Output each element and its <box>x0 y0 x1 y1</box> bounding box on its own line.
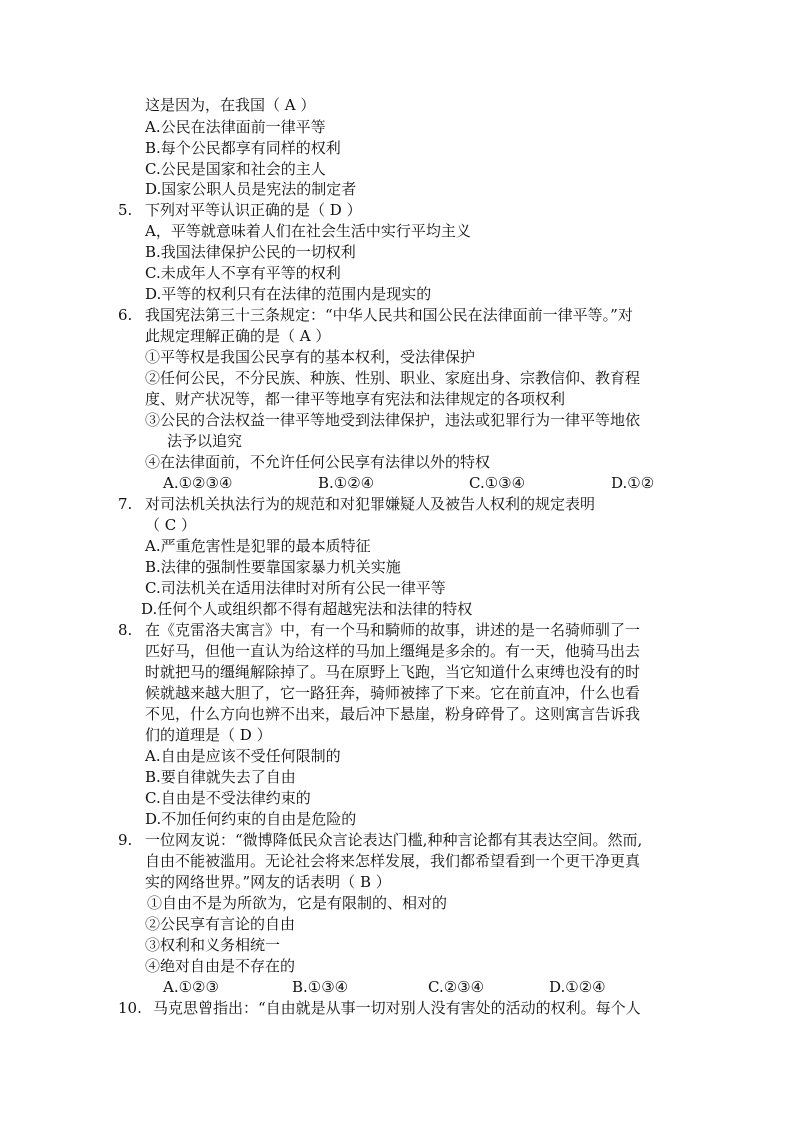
q6-statement-4: ④在法律面前，不允许任何公民享有法律以外的特权 <box>145 453 491 471</box>
q8-number: 8. <box>118 621 133 639</box>
q8-stem-line-2: 匹好马，但他一直认为给这样的马加上缰绳是多余的。有一天，他骑马出去 <box>145 642 641 660</box>
q7-number: 7. <box>118 495 133 513</box>
q4-option-d: D.国家公职人员是宪法的制定者 <box>145 180 357 198</box>
q9-choice-c: C.②③④ <box>428 978 485 996</box>
q9-statement-2: ②公民享有言论的自由 <box>145 915 296 933</box>
q5-option-c: C.未成年人不享有平等的权利 <box>145 264 341 282</box>
q5-stem: 下列对平等认识正确的是（ D ） <box>145 201 362 219</box>
q9-choice-a: A.①②③ <box>163 978 219 996</box>
q6-choice-a: A.①②③④ <box>163 474 233 492</box>
q5-option-d: D.平等的权利只有在法律的范围内是现实的 <box>145 285 432 303</box>
q9-number: 9. <box>118 831 133 849</box>
q4-option-a: A.公民在法律面前一律平等 <box>145 118 326 136</box>
q8-option-c: C.自由是不受法律约束的 <box>145 789 311 807</box>
q6-stem-line-2: 此规定理解正确的是（ A ） <box>145 327 331 345</box>
q7-option-a: A.严重危害性是犯罪的最本质特征 <box>145 537 371 555</box>
q8-stem-line-4: 候就越来越大胆了，它一路狂奔，骑师被摔了下来。它在前直冲，什么也看 <box>145 684 641 702</box>
q4-option-c: C.公民是国家和社会的主人 <box>145 160 326 178</box>
q7-stem-line-1: 对司法机关执法行为的规范和对犯罪嫌疑人及被告人权利的规定表明 <box>145 495 596 513</box>
q6-statement-2: ②任何公民，不分民族、种族、性别、职业、家庭出身、宗教信仰、教育程 <box>145 369 641 387</box>
q4-stem: 这是因为，在我国（ A ） <box>145 96 316 114</box>
q8-stem-line-5: 不见，什么方向也辨不出来，最后冲下悬崖，粉身碎骨了。这则寓言告诉我 <box>145 705 641 723</box>
q9-statement-3: ③权利和义务相统一 <box>145 936 281 954</box>
q8-option-a: A.自由是应该不受任何限制的 <box>145 747 341 765</box>
q4-option-b: B.每个公民都享有同样的权利 <box>145 139 341 157</box>
q7-option-c: C.司法机关在适用法律时对所有公民一律平等 <box>145 579 446 597</box>
q6-stem-line-1: 我国宪法第三十三条规定：“中华人民共和国公民在法律面前一律平等。”对 <box>145 306 633 324</box>
q6-statement-3: ③公民的合法权益一律平等地受到法律保护，违法或犯罪行为一律平等地依 <box>145 411 641 429</box>
q9-stem-line-1: 一位网友说：“微博降低民众言论表达门槛,种种言论都有其表达空间。然而, <box>145 831 643 849</box>
q5-option-a: A，平等就意味着人们在社会生活中实行平均主义 <box>145 222 471 240</box>
q8-stem-line-6: 们的道理是（ D ） <box>145 726 272 744</box>
q6-statement-3-cont: 法予以追究 <box>167 432 243 450</box>
q5-option-b: B.我国法律保护公民的一切权利 <box>145 243 356 261</box>
q9-stem-line-3: 实的网络世界。”网友的话表明（ B ） <box>145 873 391 891</box>
q8-stem-line-1: 在《克雷洛夫寓言》中，有一个马和騎师的故事，讲述的是一名骑师驯了一 <box>145 621 641 639</box>
q9-choice-b: B.①③④ <box>292 978 349 996</box>
q6-number: 6. <box>118 306 133 324</box>
q9-statement-4: ④绝对自由是不存在的 <box>145 957 296 975</box>
q7-option-d: D.任何个人或组织都不得有超越宪法和法律的特权 <box>141 600 473 618</box>
q6-choice-b: B.①②④ <box>318 474 375 492</box>
q5-number: 5. <box>118 201 133 219</box>
q9-statement-1: ①自由不是为所欲为，它是有限制的、相对的 <box>147 894 448 912</box>
q6-statement-2-cont: 度、财产状况等，都一律平等地享有宪法和法律规定的各项权利 <box>145 390 566 408</box>
q6-choice-c: C.①③④ <box>469 474 526 492</box>
q7-option-b: B.法律的强制性要靠国家暴力机关实施 <box>145 558 401 576</box>
q8-stem-line-3: 时就把马的缰绳解除掉了。马在原野上飞跑，当它知道什么束缚也没有的时 <box>145 663 641 681</box>
q6-statement-1: ①平等权是我国公民享有的基本权利，受法律保护 <box>145 348 476 366</box>
q6-choice-d: D.①② <box>611 474 655 492</box>
q10-stem: 马克思曾指出：“自由就是从事一切对别人没有害处的活动的权利。每个人 <box>153 999 641 1017</box>
q8-option-d: D.不加任何约束的自由是危险的 <box>145 810 357 828</box>
q9-stem-line-2: 自由不能被滥用。无论社会将来怎样发展，我们都希望看到一个更干净更真 <box>145 852 641 870</box>
q10-number: 10. <box>118 999 142 1017</box>
q7-stem-line-2: （ C ） <box>145 516 197 534</box>
q9-choice-d: D.①②④ <box>549 978 606 996</box>
q8-option-b: B.要自律就失去了自由 <box>145 768 296 786</box>
